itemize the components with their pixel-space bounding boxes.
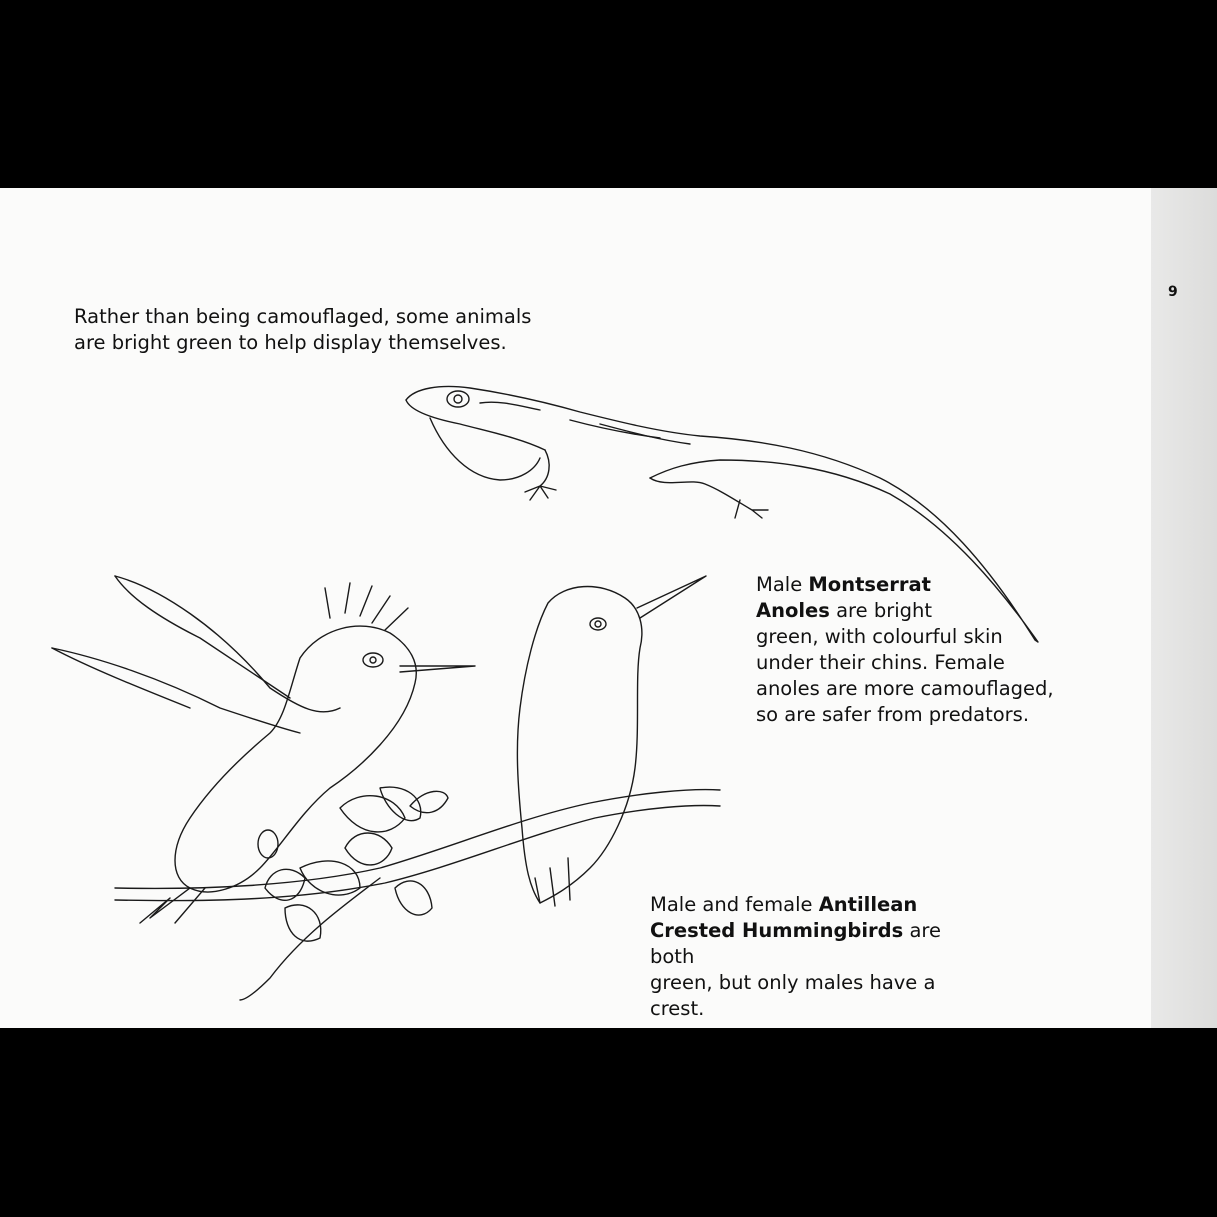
anole-caption-line-4: under their chins. Female <box>756 651 1005 674</box>
anole-caption-bold-1: Montserrat <box>808 573 931 596</box>
perched-hummingbird-drawing <box>517 576 706 906</box>
hummingbird-caption-bold-1: Antillean <box>818 893 918 916</box>
intro-line-1: Rather than being camouflaged, some animals <box>74 305 532 328</box>
anole-caption-line-6: so are safer from predators. <box>756 703 1030 726</box>
intro-line-2: are bright green to help display themselves. <box>74 331 507 354</box>
hummingbird-caption-line-2 <box>650 918 990 970</box>
anole-caption-line-3: green, with colourful skin <box>756 625 1003 648</box>
intro-paragraph <box>74 304 544 356</box>
anole-caption <box>756 572 1056 728</box>
anole-caption-bold-2: Anoles <box>756 599 830 622</box>
hummingbird-caption-line-1 <box>650 892 990 918</box>
anole-caption-pre: Male <box>756 573 809 596</box>
anole-caption-line-2 <box>756 598 1056 624</box>
crested-hummingbird-drawing <box>52 576 475 923</box>
hummingbird-caption-line-3: green, but only males have a crest. <box>650 971 936 1020</box>
hummingbird-caption <box>650 892 990 1022</box>
hummingbird-caption-bold-2: Crested Hummingbirds <box>650 919 904 942</box>
hummingbird-caption-pre: Male and female <box>650 893 819 916</box>
anole-caption-line-5: anoles are more camouflaged, <box>756 677 1054 700</box>
hummingbird-caption-post-1: are both <box>650 919 941 968</box>
anole-caption-line-1 <box>756 572 1056 598</box>
page-number: 9 <box>1168 284 1178 300</box>
anole-caption-post-1: are bright <box>829 599 933 622</box>
book-page <box>0 188 1217 1028</box>
branch-with-leaves-drawing <box>115 787 720 1000</box>
